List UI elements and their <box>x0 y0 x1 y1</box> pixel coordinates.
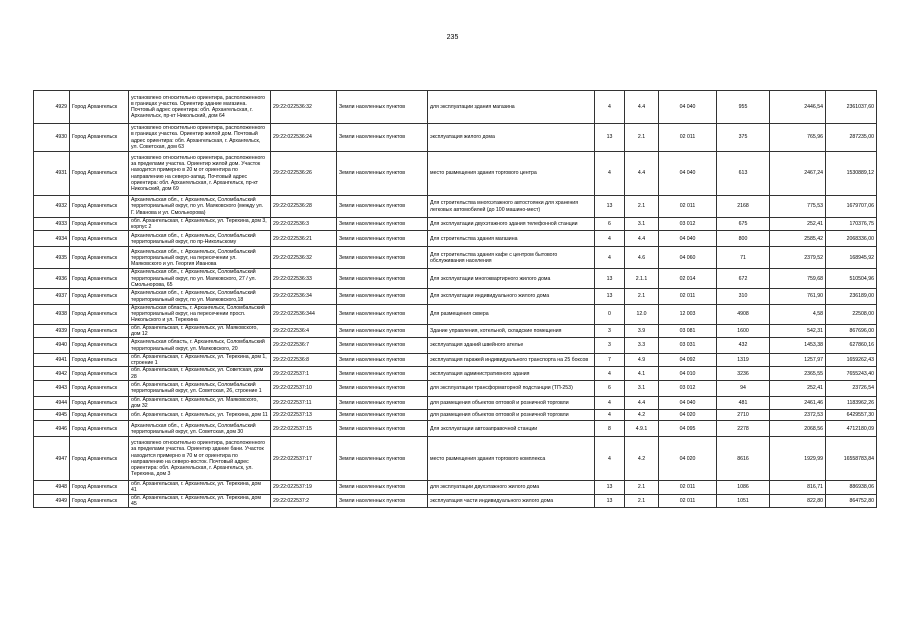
city-cell: Город Архангельск <box>70 338 129 354</box>
group-cell: 6 <box>595 218 625 231</box>
table-row <box>34 380 877 396</box>
usage-cell: Для эксплуатации многоквартирного жилого дома <box>428 269 595 289</box>
cadastral-number-cell: 29:22:022537:15 <box>271 421 337 437</box>
cadastral-value-cell: 287235,00 <box>826 124 877 152</box>
table-row <box>34 421 877 437</box>
cadastral-number-cell: 29:22:022537:10 <box>271 380 337 396</box>
code-cell: 4.1 <box>625 367 659 380</box>
cadastral-value-cell: 168945,92 <box>826 247 877 269</box>
table-row <box>34 196 877 218</box>
table-row <box>34 338 877 354</box>
table-row <box>34 396 877 409</box>
address-cell: Архангельская обл., г. Архангельск, Соломбальский территориальный округ, ул. Советская, дом 30 <box>129 421 271 437</box>
row-number: 4936 <box>34 269 70 289</box>
rate-cell: 2467,24 <box>770 152 826 196</box>
address-cell: установлено относительно ориентира, расположенного в границах участка. Ориентир здание магазина. Почтовый адрес ориентира: обл. Архангельская, г. Архангельск, пр-кт Никольский, дом 64 <box>129 91 271 124</box>
city-cell: Город Архангельск <box>70 410 129 421</box>
row-number: 4943 <box>34 380 70 396</box>
usage-cell: для размещения объектов оптовой и розничной торговли <box>428 396 595 409</box>
code-cell: 3.3 <box>625 338 659 354</box>
usage-cell: Для размещения сквера <box>428 305 595 325</box>
cadastral-number-cell: 29:22:022537:1 <box>271 367 337 380</box>
cadastral-number-cell: 29:22:022537:17 <box>271 437 337 481</box>
city-cell: Город Архангельск <box>70 269 129 289</box>
land-category-cell: Земли населенных пунктов <box>337 305 428 325</box>
code-cell: 12.0 <box>625 305 659 325</box>
kind-code-cell: 04 010 <box>659 367 717 380</box>
table-row <box>34 494 877 507</box>
table-row <box>34 247 877 269</box>
cadastral-value-cell: 627860,16 <box>826 338 877 354</box>
table-row <box>34 367 877 380</box>
address-cell: установлено относительно ориентира, расположенного в границах участка. Ориентир жилой дом. Почтовый адрес ориентира: обл. Архангельская, г. Архангельск, ул. Советская, дом 63 <box>129 124 271 152</box>
code-cell: 4.4 <box>625 231 659 247</box>
land-category-cell: Земли населенных пунктов <box>337 380 428 396</box>
kind-code-cell: 04 040 <box>659 91 717 124</box>
land-category-cell: Земли населенных пунктов <box>337 269 428 289</box>
area-cell: 71 <box>717 247 770 269</box>
area-cell: 800 <box>717 231 770 247</box>
cadastral-number-cell: 29:22:022536:21 <box>271 231 337 247</box>
land-category-cell: Земли населенных пунктов <box>337 247 428 269</box>
address-cell: обл. Архангельская, г. Архангельск, ул. Терехина, дом 3, корпус 2 <box>129 218 271 231</box>
group-cell: 7 <box>595 354 625 367</box>
address-cell: Архангельская обл., г. Архангельск, Соломбальский территориальный округ, по пр-Никольскому <box>129 231 271 247</box>
address-cell: установлено относительно ориентира, расположенного за пределами участка. Ориентир жилой дом. Участок находится примерно в 20 м от ориентира по направлению на северо-запад. Почтовый адрес ориентира: обл. Архангельская, г. Архангельск, пр-кт Никольский, дом 69 <box>129 152 271 196</box>
area-cell: 8616 <box>717 437 770 481</box>
code-cell: 4.6 <box>625 247 659 269</box>
code-cell: 4.9 <box>625 354 659 367</box>
city-cell: Город Архангельск <box>70 289 129 305</box>
area-cell: 481 <box>717 396 770 409</box>
table-row <box>34 218 877 231</box>
usage-cell: для эксплуатации двухэтажного жилого дома <box>428 481 595 494</box>
kind-code-cell: 02 011 <box>659 196 717 218</box>
city-cell: Город Архангельск <box>70 231 129 247</box>
group-cell: 8 <box>595 421 625 437</box>
usage-cell: место размещения здания торгового комплекса <box>428 437 595 481</box>
address-cell: Архангельская обл., г. Архангельск, Соломбальский территориальный округ, по ул. Маяковского, 27 / ул. Смольнорова, 65 <box>129 269 271 289</box>
cadastral-value-cell: 170376,75 <box>826 218 877 231</box>
code-cell: 4.4 <box>625 152 659 196</box>
cadastral-number-cell: 29:22:022537:11 <box>271 396 337 409</box>
code-cell: 4.4 <box>625 91 659 124</box>
row-number: 4935 <box>34 247 70 269</box>
group-cell: 3 <box>595 324 625 337</box>
city-cell: Город Архангельск <box>70 481 129 494</box>
row-number: 4938 <box>34 305 70 325</box>
row-number: 4939 <box>34 324 70 337</box>
group-cell: 4 <box>595 367 625 380</box>
group-cell: 3 <box>595 338 625 354</box>
city-cell: Город Архангельск <box>70 196 129 218</box>
cadastral-value-cell: 2361037,60 <box>826 91 877 124</box>
rate-cell: 2446,54 <box>770 91 826 124</box>
rate-cell: 252,41 <box>770 218 826 231</box>
row-number: 4932 <box>34 196 70 218</box>
address-cell: обл. Архангельская, г. Архангельск, ул. Советская, дом 28 <box>129 367 271 380</box>
table-row <box>34 481 877 494</box>
kind-code-cell: 04 040 <box>659 231 717 247</box>
kind-code-cell: 04 092 <box>659 354 717 367</box>
cadastral-value-cell: 886938,06 <box>826 481 877 494</box>
rate-cell: 542,31 <box>770 324 826 337</box>
city-cell: Город Архангельск <box>70 91 129 124</box>
code-cell: 2.1.1 <box>625 269 659 289</box>
kind-code-cell: 03 012 <box>659 218 717 231</box>
cadastral-value-cell: 16558783,84 <box>826 437 877 481</box>
rate-cell: 2461,46 <box>770 396 826 409</box>
usage-cell: Для эксплуатации двухэтажного здания телефонной станции <box>428 218 595 231</box>
rate-cell: 775,53 <box>770 196 826 218</box>
cadastral-value-cell: 7655243,40 <box>826 367 877 380</box>
kind-code-cell: 04 040 <box>659 152 717 196</box>
cadastral-value-cell: 867696,00 <box>826 324 877 337</box>
area-cell: 2278 <box>717 421 770 437</box>
land-category-cell: Земли населенных пунктов <box>337 481 428 494</box>
area-cell: 1086 <box>717 481 770 494</box>
usage-cell: место размещения здания торгового центра <box>428 152 595 196</box>
usage-cell: Для строительства здания кафе с центром бытового обслуживания населения <box>428 247 595 269</box>
table-row <box>34 324 877 337</box>
kind-code-cell: 12 003 <box>659 305 717 325</box>
area-cell: 672 <box>717 269 770 289</box>
rate-cell: 2068,56 <box>770 421 826 437</box>
rate-cell: 1929,99 <box>770 437 826 481</box>
address-cell: обл. Архангельская, г. Архангельск, ул. Терехина, дом 41 <box>129 481 271 494</box>
group-cell: 13 <box>595 269 625 289</box>
rate-cell: 4,58 <box>770 305 826 325</box>
cadastral-value-cell: 2068336,00 <box>826 231 877 247</box>
address-cell: Архангельская обл., г. Архангельск, Соломбальский территориальный округ, по ул. Маяковского (между ул. Г. Иванова и ул. Смольнорова) <box>129 196 271 218</box>
area-cell: 375 <box>717 124 770 152</box>
kind-code-cell: 02 011 <box>659 494 717 507</box>
cadastral-table <box>33 90 877 508</box>
address-cell: обл. Архангельская, г. Архангельск, ул. Терехина, дом 11 <box>129 410 271 421</box>
area-cell: 2168 <box>717 196 770 218</box>
page-number: 235 <box>446 34 459 41</box>
rate-cell: 2372,53 <box>770 410 826 421</box>
row-number: 4930 <box>34 124 70 152</box>
cadastral-number-cell: 29:22:022537:19 <box>271 481 337 494</box>
table-row <box>34 91 877 124</box>
cadastral-value-cell: 6429557,30 <box>826 410 877 421</box>
usage-cell: Для эксплуатации индивидуального жилого дома <box>428 289 595 305</box>
address-cell: Архангельская область, г. Архангельск, Соломбальский территориальный округ, ул. Маяковского, 20 <box>129 338 271 354</box>
cadastral-number-cell: 29:22:022537:13 <box>271 410 337 421</box>
kind-code-cell: 03 012 <box>659 380 717 396</box>
group-cell: 13 <box>595 289 625 305</box>
area-cell: 432 <box>717 338 770 354</box>
row-number: 4940 <box>34 338 70 354</box>
cadastral-value-cell: 864752,80 <box>826 494 877 507</box>
address-cell: Архангельская область, г. Архангельск, Соломбальский территориальный округ, на пересечении просп. Никольского и ул. Терехина <box>129 305 271 325</box>
code-cell: 3.9 <box>625 324 659 337</box>
usage-cell: эксплуатация гаражей индивидуального транспорта на 25 боксов <box>428 354 595 367</box>
row-number: 4947 <box>34 437 70 481</box>
group-cell: 13 <box>595 481 625 494</box>
area-cell: 1319 <box>717 354 770 367</box>
kind-code-cell: 04 040 <box>659 396 717 409</box>
address-cell: Архангельская обл., г. Архангельск, Соломбальский территориальный округ, на пересечении ул. Маяковского и ул. Георгия Иванова <box>129 247 271 269</box>
rate-cell: 2585,42 <box>770 231 826 247</box>
address-cell: обл. Архангельская, г. Архангельск, Соломбальский территориальный округ, ул. Советская, 26, строение 1 <box>129 380 271 396</box>
table-row <box>34 231 877 247</box>
cadastral-value-cell: 4712180,09 <box>826 421 877 437</box>
land-category-cell: Земли населенных пунктов <box>337 91 428 124</box>
group-cell: 4 <box>595 437 625 481</box>
cadastral-value-cell: 22508,00 <box>826 305 877 325</box>
usage-cell: для эксплуатации трансформаторной подстанции (ТП-253) <box>428 380 595 396</box>
city-cell: Город Архангельск <box>70 354 129 367</box>
land-category-cell: Земли населенных пунктов <box>337 196 428 218</box>
code-cell: 2.1 <box>625 481 659 494</box>
row-number: 4942 <box>34 367 70 380</box>
city-cell: Город Архангельск <box>70 494 129 507</box>
rate-cell: 822,80 <box>770 494 826 507</box>
land-category-cell: Земли населенных пунктов <box>337 421 428 437</box>
row-number: 4944 <box>34 396 70 409</box>
kind-code-cell: 02 011 <box>659 289 717 305</box>
row-number: 4937 <box>34 289 70 305</box>
kind-code-cell: 04 020 <box>659 410 717 421</box>
cadastral-value-cell: 236189,00 <box>826 289 877 305</box>
kind-code-cell: 02 014 <box>659 269 717 289</box>
row-number: 4941 <box>34 354 70 367</box>
city-cell: Город Архангельск <box>70 124 129 152</box>
table-row <box>34 289 877 305</box>
table-row <box>34 354 877 367</box>
table-row <box>34 152 877 196</box>
land-category-cell: Земли населенных пунктов <box>337 354 428 367</box>
city-cell: Город Архангельск <box>70 367 129 380</box>
group-cell: 4 <box>595 152 625 196</box>
rate-cell: 1453,38 <box>770 338 826 354</box>
kind-code-cell: 03 031 <box>659 338 717 354</box>
address-cell: обл. Архангельская, г. Архангельск, ул. Терехина, дом 45 <box>129 494 271 507</box>
group-cell: 13 <box>595 124 625 152</box>
rate-cell: 759,68 <box>770 269 826 289</box>
group-cell: 4 <box>595 410 625 421</box>
area-cell: 310 <box>717 289 770 305</box>
kind-code-cell: 04 020 <box>659 437 717 481</box>
land-category-cell: Земли населенных пунктов <box>337 218 428 231</box>
group-cell: 4 <box>595 396 625 409</box>
cadastral-value-cell: 23726,54 <box>826 380 877 396</box>
kind-code-cell: 03 081 <box>659 324 717 337</box>
group-cell: 6 <box>595 380 625 396</box>
cadastral-value-cell: 1183962,26 <box>826 396 877 409</box>
address-cell: обл. Архангельская, г. Архангельск, ул. Маяковского, дом 12 <box>129 324 271 337</box>
group-cell: 4 <box>595 231 625 247</box>
cadastral-value-cell: 510504,96 <box>826 269 877 289</box>
area-cell: 955 <box>717 91 770 124</box>
address-cell: Архангельская обл., г. Архангельск, Соломбальский территориальный округ, по ул. Маяковского,18 <box>129 289 271 305</box>
cadastral-number-cell: 29:22:022536:3 <box>271 218 337 231</box>
city-cell: Город Архангельск <box>70 437 129 481</box>
code-cell: 2.1 <box>625 289 659 305</box>
city-cell: Город Архангельск <box>70 152 129 196</box>
city-cell: Город Архангельск <box>70 305 129 325</box>
area-cell: 2710 <box>717 410 770 421</box>
row-number: 4934 <box>34 231 70 247</box>
code-cell: 3.1 <box>625 380 659 396</box>
group-cell: 4 <box>595 91 625 124</box>
group-cell: 4 <box>595 247 625 269</box>
land-category-cell: Земли населенных пунктов <box>337 494 428 507</box>
area-cell: 3236 <box>717 367 770 380</box>
usage-cell: Здание управления, котельной, складские помещения <box>428 324 595 337</box>
table-row <box>34 124 877 152</box>
area-cell: 613 <box>717 152 770 196</box>
table-row <box>34 437 877 481</box>
usage-cell: Для эксплуатации автозаправочной станции <box>428 421 595 437</box>
row-number: 4929 <box>34 91 70 124</box>
table-row <box>34 269 877 289</box>
area-cell: 94 <box>717 380 770 396</box>
group-cell: 0 <box>595 305 625 325</box>
city-cell: Город Архангельск <box>70 324 129 337</box>
rate-cell: 2379,52 <box>770 247 826 269</box>
usage-cell: эксплуатация жилого дома <box>428 124 595 152</box>
usage-cell: эксплуатация зданий швейного ателье <box>428 338 595 354</box>
code-cell: 2.1 <box>625 124 659 152</box>
row-number: 4946 <box>34 421 70 437</box>
cadastral-number-cell: 29:22:022536:344 <box>271 305 337 325</box>
kind-code-cell: 02 011 <box>659 124 717 152</box>
usage-cell: эксплуатация административного здания <box>428 367 595 380</box>
code-cell: 2.1 <box>625 196 659 218</box>
code-cell: 4.4 <box>625 396 659 409</box>
code-cell: 4.2 <box>625 410 659 421</box>
area-cell: 1051 <box>717 494 770 507</box>
rate-cell: 252,41 <box>770 380 826 396</box>
kind-code-cell: 02 011 <box>659 481 717 494</box>
cadastral-value-cell: 1679707,06 <box>826 196 877 218</box>
cadastral-number-cell: 29:22:022536:7 <box>271 338 337 354</box>
address-cell: обл. Архангельская, г. Архангельск, ул. Маяковского, дом 32 <box>129 396 271 409</box>
row-number: 4949 <box>34 494 70 507</box>
kind-code-cell: 04 095 <box>659 421 717 437</box>
code-cell: 4.2 <box>625 437 659 481</box>
table-row <box>34 305 877 325</box>
usage-cell: эксплуатация части индивидуального жилого дома <box>428 494 595 507</box>
row-number: 4933 <box>34 218 70 231</box>
land-category-cell: Земли населенных пунктов <box>337 437 428 481</box>
land-category-cell: Земли населенных пунктов <box>337 367 428 380</box>
cadastral-number-cell: 29:22:022536:4 <box>271 324 337 337</box>
cadastral-number-cell: 29:22:022536:26 <box>271 152 337 196</box>
land-category-cell: Земли населенных пунктов <box>337 410 428 421</box>
cadastral-number-cell: 29:22:022536:24 <box>271 124 337 152</box>
usage-cell: Для строительства здания магазина <box>428 231 595 247</box>
rate-cell: 761,90 <box>770 289 826 305</box>
land-category-cell: Земли населенных пунктов <box>337 324 428 337</box>
area-cell: 1600 <box>717 324 770 337</box>
rate-cell: 1257,97 <box>770 354 826 367</box>
land-category-cell: Земли населенных пунктов <box>337 338 428 354</box>
city-cell: Город Архангельск <box>70 421 129 437</box>
city-cell: Город Архангельск <box>70 218 129 231</box>
cadastral-value-cell: 1530889,12 <box>826 152 877 196</box>
land-category-cell: Земли населенных пунктов <box>337 152 428 196</box>
row-number: 4945 <box>34 410 70 421</box>
kind-code-cell: 04 060 <box>659 247 717 269</box>
cadastral-number-cell: 29:22:022536:28 <box>271 196 337 218</box>
table-row <box>34 410 877 421</box>
usage-cell: для эксплуатации здания магазина <box>428 91 595 124</box>
cadastral-number-cell: 29:22:022536:32 <box>271 247 337 269</box>
land-category-cell: Земли населенных пунктов <box>337 396 428 409</box>
city-cell: Город Архангельск <box>70 380 129 396</box>
rate-cell: 765,96 <box>770 124 826 152</box>
area-cell: 4908 <box>717 305 770 325</box>
cadastral-number-cell: 29:22:022536:34 <box>271 289 337 305</box>
row-number: 4948 <box>34 481 70 494</box>
group-cell: 13 <box>595 196 625 218</box>
rate-cell: 816,71 <box>770 481 826 494</box>
cadastral-number-cell: 29:22:022536:33 <box>271 269 337 289</box>
city-cell: Город Архангельск <box>70 396 129 409</box>
area-cell: 675 <box>717 218 770 231</box>
usage-cell: для размещения объектов оптовой и розничной торговли <box>428 410 595 421</box>
address-cell: обл. Архангельская, г. Архангельск, ул. Терехина, дом 1, строение 1 <box>129 354 271 367</box>
group-cell: 13 <box>595 494 625 507</box>
cadastral-number-cell: 29:22:022536:32 <box>271 91 337 124</box>
code-cell: 4.9.1 <box>625 421 659 437</box>
land-category-cell: Земли населенных пунктов <box>337 231 428 247</box>
land-category-cell: Земли населенных пунктов <box>337 124 428 152</box>
cadastral-number-cell: 29:22:022536:8 <box>271 354 337 367</box>
city-cell: Город Архангельск <box>70 247 129 269</box>
rate-cell: 2365,55 <box>770 367 826 380</box>
code-cell: 3.1 <box>625 218 659 231</box>
cadastral-number-cell: 29:22:022537:2 <box>271 494 337 507</box>
cadastral-value-cell: 1659262,43 <box>826 354 877 367</box>
code-cell: 2.1 <box>625 494 659 507</box>
row-number: 4931 <box>34 152 70 196</box>
land-category-cell: Земли населенных пунктов <box>337 289 428 305</box>
address-cell: установлено относительно ориентира, расположенного за пределами участка. Ориентир здание бани. Участок находится примерно в 70 м от ориентира по направлению на северо-восток. Почтовый адрес ориентира: обл. Архангельская, г. Архангельск, ул. Терехина, дом 3 <box>129 437 271 481</box>
usage-cell: Для строительства многоэтажного автостоянки для хранения легковых автомобилей (до 100 машино-мест) <box>428 196 595 218</box>
